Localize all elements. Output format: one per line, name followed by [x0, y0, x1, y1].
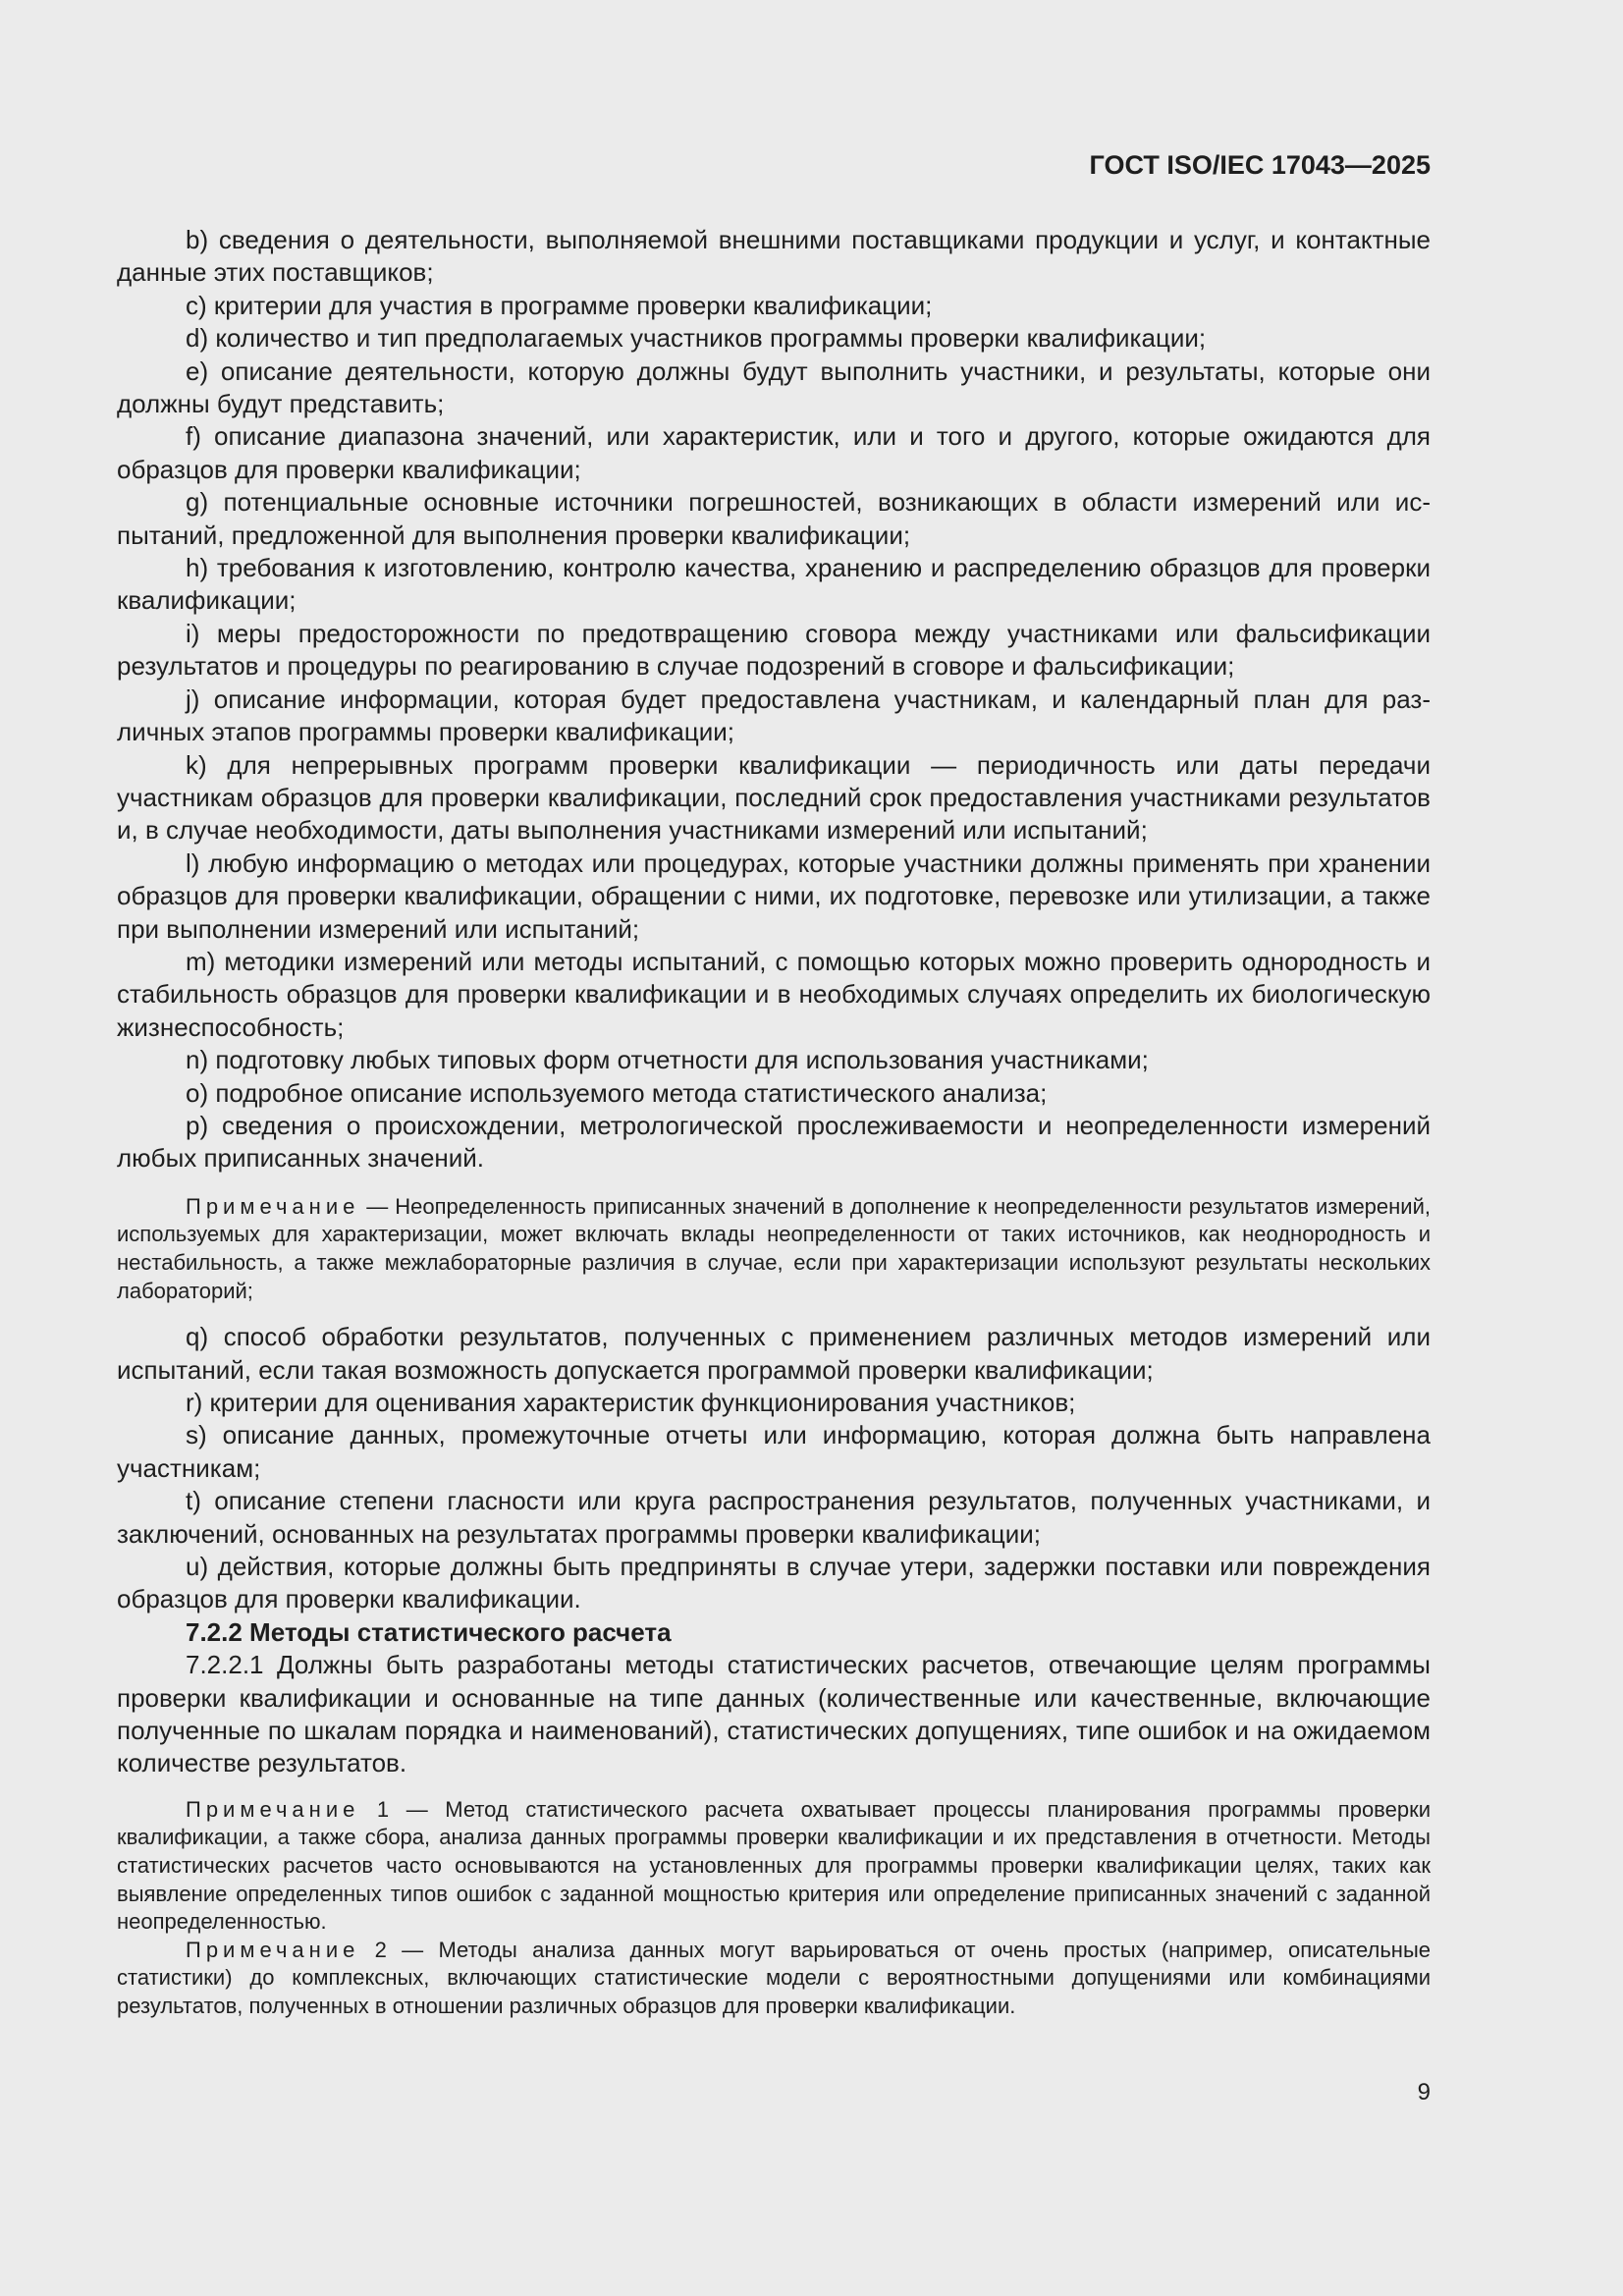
list-items-q-u — [117, 1321, 1431, 1616]
list-item-r: r) критерии для оценивания характеристик функционирования участников; — [186, 1387, 1076, 1417]
list-item-h: h) требования к изготовлению, контролю качества, хранению и распределению образцов для проверки квалификации; — [117, 553, 1431, 616]
list-item-q: q) способ обработки результатов, полученных с применением различных методов измерений или испытаний, если такая возможность допускается программой проверки квалификации; — [117, 1322, 1431, 1385]
list-item-p: p) сведения о происхождении, метрологической прослеживаемости и неопределенности измерений любых приписанных значений. — [117, 1110, 1431, 1174]
note-label: Примечание — [186, 1796, 360, 1822]
note-label: Примечание — [186, 1193, 360, 1219]
note-1 — [117, 1796, 1431, 1937]
list-item-f: f) описание диапазона значений, или характеристик, или и того и другого, которые ожидаются для образцов для проверки квалификации; — [117, 421, 1431, 484]
list-item-e: e) описание деятельности, которую должны будут выполнить участники, и результаты, которые они должны будут представить; — [117, 355, 1431, 419]
list-item-o: o) подробное описание используемого метода статистического анализа; — [186, 1077, 1048, 1108]
list-item-i: i) меры предосторожности по предотвращению сговора между участниками или фальсификации результатов и процедуры по реагированию в случае подозрений в сговоре и фальсификации; — [117, 618, 1431, 682]
list-item-n: n) подготовку любых типовых форм отчетности для использования участниками; — [186, 1045, 1149, 1075]
section-paragraph: 7.2.2.1 Должны быть разработаны методы статистических расчетов, отвечающие целям программы проверки квалификации и основанные на типе данных (количественные или качественные, включающие полученные по шкалам порядка и наименований), статистических допущениях, типе ошибок и на ожидаемом количестве результатов. — [117, 1650, 1431, 1778]
list-item-d: d) количество и тип предполагаемых участников программы проверки квалификации; — [186, 323, 1207, 354]
note-text: — Неопределенность приписанных значений в дополнение к неопределенности результатов измерений, используемых для характеризации, может включать вклады неопределенности от таких источников, как неоднородность и нестабильность, а также межлабораторные различия в случае, если при характеризации используют результаты нескольких лабораторий; — [117, 1193, 1431, 1303]
section-heading: 7.2.2 Методы статистического расчета — [186, 1616, 672, 1647]
notes-statistical — [117, 1796, 1431, 2021]
list-item-t: t) описание степени гласности или круга распространения результатов, полученных участниками, и заключений, основанных на результатах программы проверки квалификации; — [117, 1486, 1431, 1549]
note-2 — [117, 1937, 1431, 2021]
note-text: 1 — Метод статистического расчета охватывает процессы планирования программы проверки квалификации, а также сбора, анализа данных программы проверки квалификации и их представления в отчетности. Методы статистических расчетов часто основываются на установленных для программы проверки квалификации целях, таких как выявление определенных типов ошибок с заданной мощностью критерия или определение приписанных значений с заданной неопределенностью. — [117, 1796, 1431, 1935]
list-item-j: j) описание информации, которая будет предоставлена участникам, и календарный план для различных этапов программы проверки квалификации; — [117, 683, 1431, 747]
list-item-l: l) любую информацию о методах или процедурах, которые участники должны применять при хранении образцов для проверки квалификации, обращении с ними, их подготовке, перевозке или утилизации, а также при выполнении измерений или испытаний; — [117, 847, 1431, 944]
page-body — [117, 224, 1431, 2021]
list-item-b: b) сведения о деятельности, выполняемой внешними поставщиками продукции и услуг, и контактные данные этих поставщиков; — [117, 225, 1431, 288]
list-item-u: u) действия, которые должны быть предприняты в случае утери, задержки поставки или повреждения образцов для проверки квалификации. — [117, 1552, 1431, 1614]
document-code: ГОСТ ISO/IEC 17043—2025 — [1089, 150, 1431, 180]
list-item-s: s) описание данных, промежуточные отчеты или информацию, которая должна быть направлена участникам; — [117, 1420, 1431, 1483]
list-item-m: m) методики измерений или методы испытаний, с помощью которых можно проверить однородность и стабильность образцов для проверки квалификации и в необходимых случаях определить их биологическую жизнеспособность; — [117, 946, 1431, 1042]
list-item-k: k) для непрерывных программ проверки квалификации — периодичность или даты передачи участникам образцов для проверки квалификации, последний срок предоставления участниками результатов и, в случае необходимости, даты выполнения участниками измерений или испытаний; — [117, 749, 1431, 846]
note-paragraph — [117, 1193, 1431, 1305]
list-item-c: c) критерии для участия в программе проверки квалификации; — [186, 290, 933, 320]
page-number: 9 — [1417, 2079, 1431, 2105]
list-items-b-p — [117, 224, 1431, 1175]
note-label: Примечание — [186, 1937, 360, 1962]
note-uncertainty — [117, 1193, 1431, 1305]
list-item-g: g) потенциальные основные источники погрешностей, возникающих в области измерений или испытаний, предложенной для выполнения проверки квалификации; — [117, 487, 1431, 550]
note-text: 2 — Методы анализа данных могут варьироваться от очень простых (например, описательные статистики) до комплексных, включающих статистические модели с вероятностными допущениями или комбинациями результатов, полученных в отношении различных образцов для проверки квалификации. — [117, 1937, 1431, 2018]
